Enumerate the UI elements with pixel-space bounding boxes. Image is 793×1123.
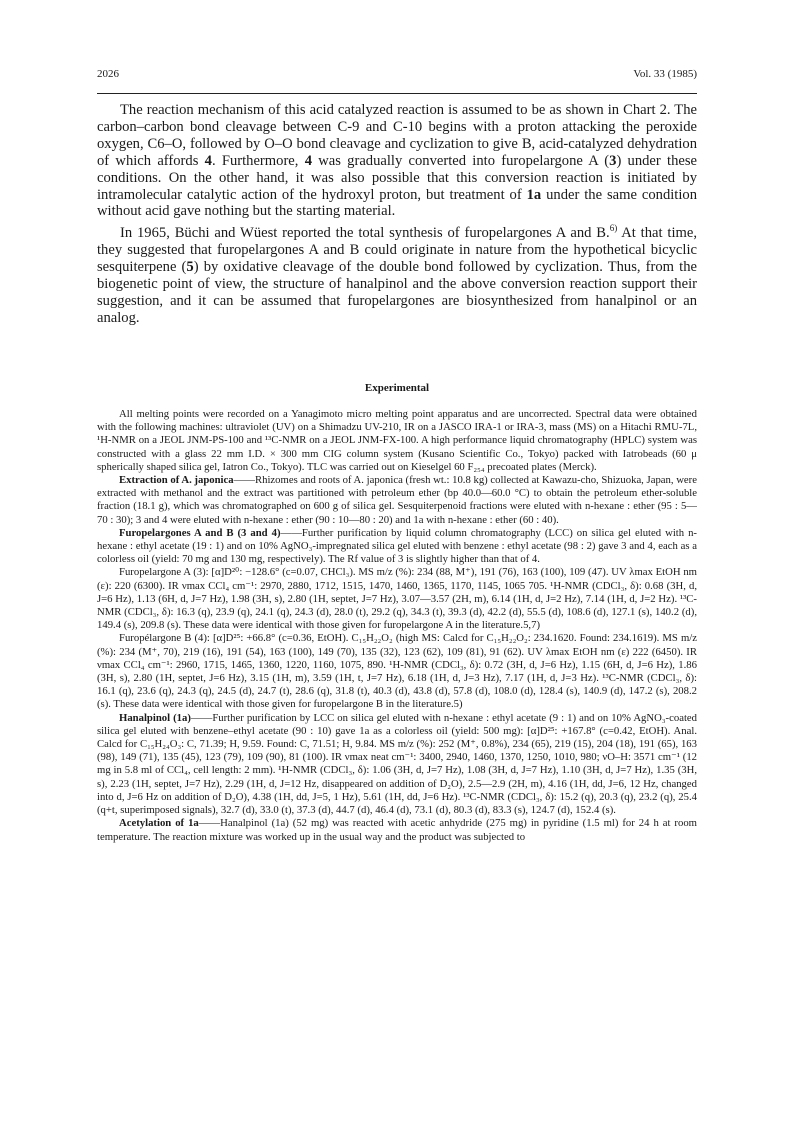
intro-paragraph-2: In 1965, Büchi and Wüest reported the total synthesis of furopelargones A and B.$^{6)}$ At that time, they suggested that furopelargones A and B could originate in nature from the hypothetical bicyclic sesquiterpene (5) by oxidative cleavage of the double bond followed by cyclization. Thus, from the biogenetic point of view, the structure of hanalpinol and the above conversion reaction support their suggestion, and it can be assumed that furopelargones are biosynthesized from hanalpinol or an analog. [97, 223, 697, 326]
furopelargones-paragraph: Furopelargones A and B (3 and 4)——Further purification by liquid column chromatography (LCC) on silica gel eluted with n-hexane : ethyl acetate (19 : 1) and on 10% AgNO₃-impregnated silica gel eluted with benzene : ethyl acetate (98 : 2) gave 3 and 4, each as a colorless oil (yield: 70 mg and 130 mg, respectively). The Rf value of 3 is slightly higher than that of 4. [97, 526, 697, 566]
journal-volume: Vol. 33 (1985) [633, 68, 697, 80]
intro-paragraph-1: The reaction mechanism of this acid catalyzed reaction is assumed to be as shown in Chart 2. The carbon–carbon bond cleavage between C-9 and C-10 begins with a proton attacking the peroxide oxygen, C6–O, followed by O–O bond cleavage and cyclization to give B, acid-catalyzed dehydration of which affords 4. Furthermore, 4 was gradually converted into furopelargone A (3) under these conditions. On the other hand, it was also possible that this conversion reaction is initiated by intramolecular catalytic action of the hydroxyl proton, but treatment of 1a under the same condition without acid gave nothing but the starting material. [97, 102, 698, 220]
furopelargone-a-paragraph: Furopelargone A (3): [α]D²⁰: −128.6° (c=0.07, CHCl₃). MS m/z (%): 234 (88, M⁺), 191 (76), 163 (100), 109 (47). UV λmax EtOH nm (ε): 220 (6300). IR νmax CCl₄ cm⁻¹: 2970, 2880, 1712, 1515, 1470, 1460, 1365, 1170, 1145, 1065 705. ¹H-NMR (CDCl₃, δ): 0.68 (3H, d, J=6 Hz), 1.13 (6H, d, J=7 Hz), 1.98 (3H, s), 2.80 (1H, septet, J=7 Hz), 3.07—3.57 (2H, m), 6.14 (1H, d, J=2 Hz), 7.14 (1H, d, J=2 Hz). ¹³C-NMR (CDCl₃, δ): 16.3 (q), 23.9 (q), 24.1 (q), 24.3 (d), 28.0 (t), 29.2 (q), 34.3 (t), 39.3 (d), 42.2 (d), 55.5 (d), 108.6 (d), 127.1 (s), 140.2 (d), 149.4 (s), 209.8 (s). These data were identical with those given for furopelargone A in the literature.5,7) [97, 566, 697, 632]
acetylation-title: Acetylation of 1a [119, 817, 199, 830]
hanalpinol-paragraph: Hanalpinol (1a)——Further purification by LCC on silica gel eluted with n-hexane : ethyl acetate (9 : 1) and on 10% AgNO₃-coated silica gel eluted with benzene–ethyl acetate (90 : 10) gave 1a as a colorless oil (yield: 500 mg): [α]D²⁵: +167.8° (c=0.42, EtOH). Anal. Calcd for C₁₅H₂₄O₃: C, 71.39; H, 9.59. Found: C, 71.51; H, 9.84. MS m/z (%): 252 (M⁺, 0.8%), 234 (65), 219 (15), 204 (18), 191 (65), 163 (98), 149 (71), 135 (45), 123 (79), 109 (90), 81 (100). IR νmax neat cm⁻¹: 3400, 2940, 1460, 1370, 1250, 1010, 980; νO–H: 3571 cm⁻¹ (12 mg in 5.8 ml of CCl₄, cell length: 2 mm). ¹H-NMR (CDCl₃, δ): 1.06 (3H, d, J=7 Hz), 1.08 (3H, d, J=7 Hz), 1.10 (3H, d, J=7 Hz), 1.35 (3H, s), 2.23 (1H, septet, J=7 Hz), 2.29 (1H, d, J=12 Hz, disappeared on addition of D₂O), 2.5—2.9 (2H, m), 4.16 (1H, dd, J=6, 12 Hz, changed into d, J=6 Hz on addition of D₂O), 4.38 (1H, dd, J=5, 1 Hz), 5.61 (1H, dd, J=6 Hz). ¹³C-NMR (CDCl₃, δ): 15.2 (q), 20.3 (q), 23.2 (q), 25.4 (q+t, superimposed signals), 32.7 (d), 33.0 (t), 37.3 (d), 44.7 (d), 46.4 (d), 73.1 (d), 80.3 (d), 83.3 (s), 124.7 (d), 152.4 (s). [97, 711, 698, 817]
section-heading: Experimental [364, 382, 430, 394]
header-rule [97, 93, 697, 94]
extraction-paragraph: Extraction of A. japonica——Rhizomes and roots of A. japonica (fresh wt.: 10.8 kg) collected at Kawazu-cho, Shizuoka, Japan, were extracted with methanol and the extract was partitioned with petroleum ether (bp 40.0—60.0 °C) to obtain the petroleum ether-soluble fraction (18.1 g), which was chromatographed on 600 g of silica gel. Sesquiterpenoid fractions were eluted with n-hexane : ether (95 : 5—70 : 30); 3 and 4 were eluted with n-hexane : ether (90 : 10—80 : 20) and 1a with n-hexane : ether (60 : 40). [97, 474, 697, 526]
intro-text [97, 102, 697, 327]
general-methods-paragraph: All melting points were recorded on a Yanagimoto micro melting point apparatus and are uncorrected. Spectral data were obtained with the following machines: ultraviolet (UV) on a Shimadzu UV-210, IR on a JASCO IRA-1 or IRA-3, mass (MS) on a Hitachi RMU-7L, ¹H-NMR on a JEOL JNM-PS-100 and ¹³C-NMR on a JEOL JNM-FX-100. A high performance liquid chromatography (HPLC) system was constructed with a glass 22 mm I.D. × 300 mm CIG column system (Kusano Scientific Co., Tokyo) packed with Iatrobeads (60 μ spherically shaped silica gel, Iatron Co., Tokyo). TLC was carried out on Kieselgel 60 F₂₅₄ precoated plates (Merck). [97, 408, 697, 473]
furopelargone-b-paragraph: Furopélargone B (4): [α]D²⁵: +66.8° (c=0.36, EtOH). C₁₅H₂₂O₂ (high MS: Calcd for C₁₅H₂₂O₂: 234.1620. Found: 234.1619). MS m/z (%): 234 (M⁺, 70), 219 (16), 191 (54), 163 (100), 149 (70), 135 (32), 123 (62), 109 (81), 91 (62). UV λmax EtOH nm (ε) 222 (6450). IR νmax CCl₄ cm⁻¹: 2960, 1715, 1465, 1360, 1220, 1160, 1075, 890. ¹H-NMR (CDCl₃, δ): 0.72 (3H, d, J=6 Hz), 1.15 (6H, d, J=6 Hz), 1.86 (3H, s), 2.80 (1H, septet, J=6 Hz), 3.15 (1H, m), 3.59 (1H, t, J=7 Hz), 6.18 (1H, d, J=3 Hz), 7.17 (1H, d, J=3 Hz). ¹³C-NMR (CDCl₃, δ): 16.1 (q), 23.6 (q), 24.3 (q), 24.5 (d), 24.7 (t), 28.6 (q), 31.8 (t), 40.3 (d), 43.8 (d), 57.8 (d), 108.0 (d), 128.4 (s), 140.9 (d), 147.2 (s), 208.2 (s). These data were identical with those given for furopelargone B in the literature.5) [97, 632, 697, 711]
extraction-title: Extraction of A. japonica [119, 474, 234, 487]
page-number: 2026 [97, 68, 119, 80]
acetylation-paragraph: Acetylation of 1a——Hanalpinol (1a) (52 mg) was reacted with acetic anhydride (275 mg) in pyridine (1.5 ml) for 24 h at room temperature. The reaction mixture was worked up in the usual way and the product was subjected to [97, 817, 697, 843]
experimental-text [97, 408, 697, 844]
furopelargones-title: Furopelargones A and B (3 and 4) [119, 526, 281, 539]
hanalpinol-title: Hanalpinol (1a) [119, 711, 191, 724]
